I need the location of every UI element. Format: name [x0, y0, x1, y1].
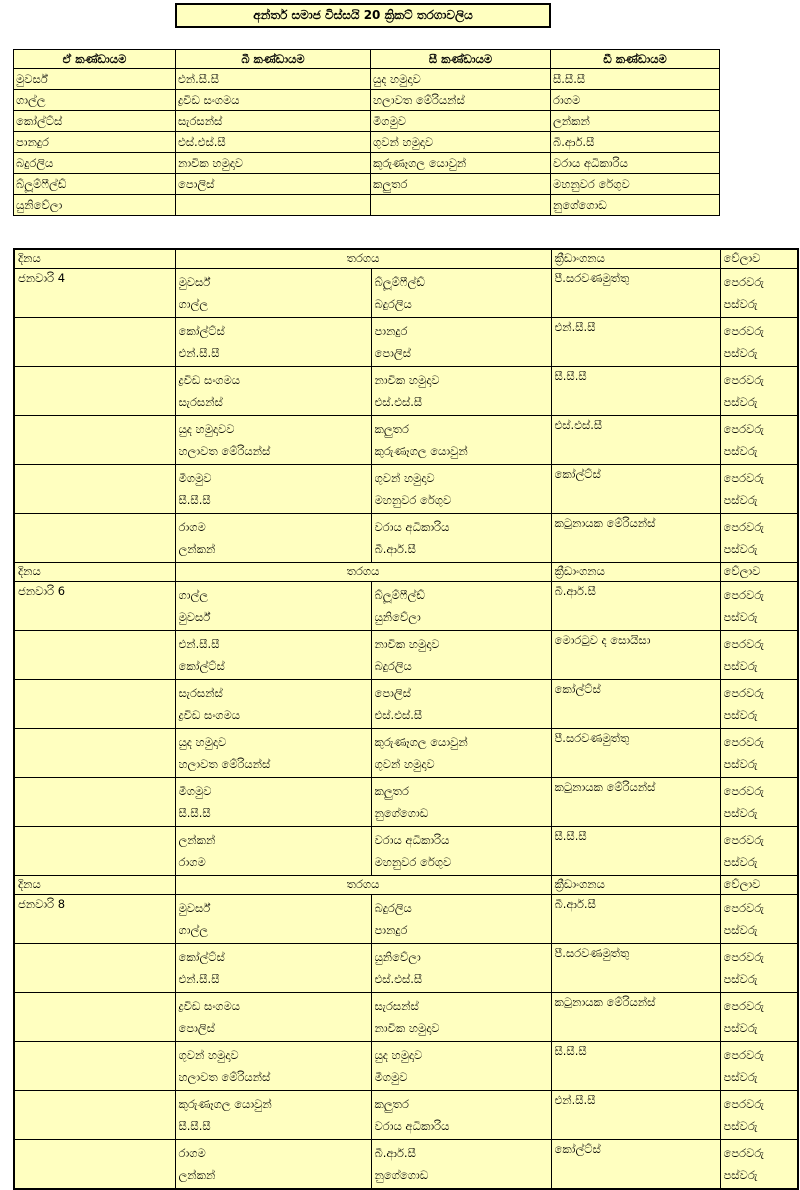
- time-morning: පෙරවරු: [723, 275, 764, 289]
- schedule-header-row: [14, 249, 798, 269]
- time-morning: පෙරවරු: [723, 422, 764, 436]
- team-name: වරාය අධිකාරිය: [374, 1119, 450, 1133]
- time-afternoon: පස්වරු: [723, 542, 758, 556]
- team-name: ලන්කන්: [178, 1168, 216, 1182]
- group-team-cell: පොලිස්: [176, 174, 371, 195]
- match-row: [14, 318, 798, 367]
- time-morning: පෙරවරු: [723, 833, 764, 847]
- team-name: යුද හමුදාව: [178, 735, 227, 749]
- ground-cell: එන්.සී.සී: [551, 1091, 720, 1140]
- groups-row: [14, 153, 720, 174]
- time-cell: [720, 631, 798, 680]
- time-morning: පෙරවරු: [723, 901, 764, 915]
- team-pair-b: [371, 416, 551, 465]
- time-cell: [720, 993, 798, 1042]
- team-name: ද්‍රවිඩ සංගමය: [178, 708, 240, 722]
- date-cell: [14, 465, 175, 514]
- time-cell: [720, 729, 798, 778]
- time-morning: පෙරවරු: [723, 784, 764, 798]
- ground-cell: සී.සී.සී: [551, 827, 720, 876]
- team-name: යුද හමුදාව: [374, 1048, 423, 1062]
- team-pair-b: [371, 895, 551, 944]
- time-afternoon: පස්වරු: [723, 1168, 758, 1182]
- match-row: [14, 465, 798, 514]
- time-cell: [720, 895, 798, 944]
- time-morning: පෙරවරු: [723, 735, 764, 749]
- match-row: [14, 367, 798, 416]
- ground-cell: එස්.එස්.සී: [551, 416, 720, 465]
- date-cell: [14, 1140, 175, 1190]
- ground-header: ක්‍රීඩාංගනය: [551, 563, 720, 582]
- team-name: එස්.එස්.සී: [374, 395, 423, 409]
- team-pair-b: [371, 514, 551, 563]
- group-team-cell: නුගේගොඩ: [551, 195, 720, 216]
- team-pair-b: [371, 1091, 551, 1140]
- time-cell: [720, 269, 798, 318]
- time-header: වේලාව: [720, 563, 798, 582]
- group-team-cell: කෝල්ට්ස්: [14, 111, 176, 132]
- ground-cell: බී.ආර්.සී: [551, 895, 720, 944]
- team-pair-a: [175, 1140, 371, 1190]
- team-name: සැරසන්ස්: [178, 686, 223, 700]
- team-name: මීගමුව: [178, 471, 212, 485]
- team-name: බදුරලිය: [374, 901, 412, 915]
- group-team-cell: ලන්කන්: [551, 111, 720, 132]
- team-name: ගුවන් හමුදාව: [374, 757, 435, 771]
- match-row: [14, 729, 798, 778]
- date-header: දිනය: [14, 563, 175, 582]
- team-name: රාගම: [178, 520, 206, 534]
- team-name: කෝල්ට්ස්: [178, 324, 225, 338]
- team-name: කලුතර: [374, 784, 409, 798]
- team-name: යුද හමුදාවව: [178, 422, 235, 436]
- team-name: එස්.එස්.සී: [374, 708, 423, 722]
- time-morning: පෙරවරු: [723, 471, 764, 485]
- group-team-cell: මීගමුව: [371, 111, 551, 132]
- team-pair-a: [175, 514, 371, 563]
- team-name: වරාය අධිකාරිය: [374, 833, 450, 847]
- group-team-cell: ගුවන් හමුදාව: [371, 132, 551, 153]
- match-row: [14, 1042, 798, 1091]
- groups-row: [14, 69, 720, 90]
- group-team-cell: බී.ආර්.සී: [551, 132, 720, 153]
- team-name: හලාවත මේරියන්ස්: [178, 444, 271, 458]
- team-name: කලුතර: [374, 422, 409, 436]
- team-name: එන්.සී.සී: [178, 346, 220, 360]
- team-name: බී.ආර්.සී: [374, 1146, 416, 1160]
- team-pair-b: [371, 367, 551, 416]
- time-header: වේලාව: [720, 876, 798, 895]
- team-pair-a: [175, 827, 371, 876]
- date-cell: [14, 367, 175, 416]
- time-morning: පෙරවරු: [723, 950, 764, 964]
- group-b-header: බී කණ්ඩායම: [176, 50, 371, 69]
- team-name: නාවික හමුදාව: [374, 1021, 440, 1035]
- group-team-cell: රාගම: [551, 90, 720, 111]
- ground-cell: කටුනායක මේරියන්ස්: [551, 993, 720, 1042]
- group-team-cell: [176, 195, 371, 216]
- time-afternoon: පස්වරු: [723, 346, 758, 360]
- team-name: පොලිස්: [374, 346, 411, 360]
- match-row: [14, 269, 798, 318]
- team-name: බී.ආර්.සී: [374, 542, 416, 556]
- date-cell: [14, 729, 175, 778]
- group-team-cell: එන්.සී.සී: [176, 69, 371, 90]
- match-row: [14, 1140, 798, 1190]
- ground-cell: මොරටුව ද සොයිසා: [551, 631, 720, 680]
- team-name: මහනුවර රේගුව: [374, 855, 452, 869]
- time-afternoon: පස්වරු: [723, 444, 758, 458]
- group-team-cell: හලාවත මේරියන්ස්: [371, 90, 551, 111]
- time-cell: [720, 416, 798, 465]
- ground-cell: සී.සී.සී: [551, 1042, 720, 1091]
- date-header: දිනය: [14, 876, 175, 895]
- group-team-cell: මහනුවර රේගුව: [551, 174, 720, 195]
- page-title: අන්තර් සමාජ විස්සයි 20 ක්‍රිකට් තරගාවලිය: [175, 3, 551, 28]
- team-pair-b: [371, 778, 551, 827]
- match-row: [14, 416, 798, 465]
- date-cell: ජනවාරි 6: [14, 582, 175, 631]
- time-afternoon: පස්වරු: [723, 1070, 758, 1084]
- team-pair-a: [175, 778, 371, 827]
- time-afternoon: පස්වරු: [723, 972, 758, 986]
- ground-header: ක්‍රීඩාංගනය: [551, 249, 720, 269]
- team-name: නාවික හමුදාව: [374, 637, 440, 651]
- ground-header: ක්‍රීඩාංගනය: [551, 876, 720, 895]
- date-header: දිනය: [14, 249, 175, 269]
- team-pair-b: [371, 993, 551, 1042]
- time-afternoon: පස්වරු: [723, 757, 758, 771]
- time-afternoon: පස්වරු: [723, 1119, 758, 1133]
- time-morning: පෙරවරු: [723, 1097, 764, 1111]
- team-pair-a: [175, 1042, 371, 1091]
- team-pair-a: [175, 944, 371, 993]
- team-pair-a: [175, 1091, 371, 1140]
- date-cell: [14, 778, 175, 827]
- time-morning: පෙරවරු: [723, 588, 764, 602]
- match-row: [14, 1091, 798, 1140]
- time-afternoon: පස්වරු: [723, 493, 758, 507]
- team-name: ගාල්ල: [178, 923, 209, 937]
- time-cell: [720, 944, 798, 993]
- team-name: ලන්කන්: [178, 542, 216, 556]
- match-row: [14, 514, 798, 563]
- team-pair-b: [371, 631, 551, 680]
- team-pair-a: [175, 367, 371, 416]
- time-afternoon: පස්වරු: [723, 1021, 758, 1035]
- team-name: කුරුණෑගල යොවුන්: [178, 1097, 272, 1111]
- match-header: තරගය: [175, 249, 551, 269]
- team-name: සී.සී.සී: [178, 806, 211, 820]
- team-name: එන්.සී.සී: [178, 637, 220, 651]
- team-name: මීගමුව: [178, 784, 212, 798]
- time-cell: [720, 318, 798, 367]
- team-name: හලාවත මේරියන්ස්: [178, 1070, 271, 1084]
- team-name: ගුවන් හමුදාව: [178, 1048, 239, 1062]
- team-pair-a: [175, 631, 371, 680]
- ground-cell: කෝල්ට්ස්: [551, 465, 720, 514]
- match-row: [14, 582, 798, 631]
- group-c-header: සී කණ්ඩායම: [371, 50, 551, 69]
- team-name: ලන්කන්: [178, 833, 216, 847]
- group-team-cell: ද්‍රවිඩ සංගමය: [176, 90, 371, 111]
- date-cell: [14, 631, 175, 680]
- time-cell: [720, 367, 798, 416]
- ground-cell: බී.ආර්.සී: [551, 582, 720, 631]
- group-team-cell: යුනිවේලා: [14, 195, 176, 216]
- schedule-table: [13, 248, 799, 1190]
- team-name: සී.සී.සී: [178, 1119, 211, 1133]
- group-team-cell: කුරුණෑගල යොවුන්: [371, 153, 551, 174]
- date-cell: [14, 1091, 175, 1140]
- group-team-cell: සී.සී.සී: [551, 69, 720, 90]
- team-pair-b: [371, 582, 551, 631]
- team-name: කුරුණෑගල යොවුන්: [374, 735, 468, 749]
- team-name: එන්.සී.සී: [178, 972, 220, 986]
- ground-cell: කෝල්ට්ස්: [551, 680, 720, 729]
- team-name: නුගේගොඩ: [374, 806, 429, 820]
- date-cell: [14, 827, 175, 876]
- team-pair-b: [371, 680, 551, 729]
- team-name: සැරසන්ස්: [178, 395, 223, 409]
- time-morning: පෙරවරු: [723, 324, 764, 338]
- time-afternoon: පස්වරු: [723, 806, 758, 820]
- team-name: මුවර්ස්: [178, 901, 211, 915]
- team-pair-a: [175, 993, 371, 1042]
- time-cell: [720, 778, 798, 827]
- ground-cell: කටුනායක මේරියන්ස්: [551, 778, 720, 827]
- team-name: මුවර්ස්: [178, 275, 211, 289]
- team-name: මුවර්ස්: [178, 610, 211, 624]
- groups-row: [14, 90, 720, 111]
- groups-table: [13, 49, 720, 216]
- group-team-cell: වරාය අධිකාරිය: [551, 153, 720, 174]
- time-afternoon: පස්වරු: [723, 923, 758, 937]
- ground-cell: කෝල්ට්ස්: [551, 1140, 720, 1190]
- groups-row: [14, 132, 720, 153]
- ground-cell: සී.සී.සී: [551, 367, 720, 416]
- match-row: [14, 827, 798, 876]
- time-morning: පෙරවරු: [723, 686, 764, 700]
- team-name: කෝල්ට්ස්: [178, 659, 225, 673]
- group-team-cell: නාවික හමුදාව: [176, 153, 371, 174]
- team-pair-b: [371, 1042, 551, 1091]
- team-name: කුරුණෑගල යොවුන්: [374, 444, 468, 458]
- group-team-cell: බදුරලිය: [14, 153, 176, 174]
- team-name: මහනුවර රේගුව: [374, 493, 452, 507]
- match-row: [14, 993, 798, 1042]
- group-team-cell: කලුතර: [371, 174, 551, 195]
- date-cell: ජනවාරි 4: [14, 269, 175, 318]
- team-pair-b: [371, 1140, 551, 1190]
- team-pair-a: [175, 269, 371, 318]
- date-cell: [14, 944, 175, 993]
- date-cell: [14, 993, 175, 1042]
- time-afternoon: පස්වරු: [723, 610, 758, 624]
- ground-cell: පී.සරවණමුත්තු: [551, 729, 720, 778]
- team-pair-a: [175, 582, 371, 631]
- group-team-cell: පානදුර: [14, 132, 176, 153]
- ground-cell: කටුනායක මේරියන්ස්: [551, 514, 720, 563]
- team-name: බදුරලිය: [374, 297, 412, 311]
- team-name: ද්‍රවිඩ සංගමය: [178, 999, 240, 1013]
- team-name: කලුතර: [374, 1097, 409, 1111]
- time-cell: [720, 1091, 798, 1140]
- team-name: පානදුර: [374, 923, 408, 937]
- team-name: සැරසන්ස්: [374, 999, 419, 1013]
- group-team-cell: මුවර්ස්: [14, 69, 176, 90]
- group-a-header: ඒ කණ්ඩායම: [14, 50, 176, 69]
- team-name: බ්ලූම්ෆීල්ඩ්: [374, 275, 425, 289]
- team-pair-b: [371, 827, 551, 876]
- date-cell: [14, 680, 175, 729]
- team-pair-b: [371, 729, 551, 778]
- date-cell: ජනවාරි 8: [14, 895, 175, 944]
- team-pair-a: [175, 895, 371, 944]
- date-cell: [14, 1042, 175, 1091]
- match-header: තරගය: [175, 563, 551, 582]
- group-team-cell: ගාල්ල: [14, 90, 176, 111]
- time-cell: [720, 680, 798, 729]
- match-row: [14, 631, 798, 680]
- schedule-header-row: [14, 876, 798, 895]
- time-morning: පෙරවරු: [723, 1048, 764, 1062]
- group-d-header: ඩී කණ්ඩායම: [551, 50, 720, 69]
- team-pair-b: [371, 465, 551, 514]
- time-cell: [720, 514, 798, 563]
- team-name: යුනිවේලා: [374, 610, 421, 624]
- team-pair-b: [371, 318, 551, 367]
- time-afternoon: පස්වරු: [723, 855, 758, 869]
- match-row: [14, 895, 798, 944]
- time-afternoon: පස්වරු: [723, 297, 758, 311]
- date-cell: [14, 318, 175, 367]
- team-pair-b: [371, 269, 551, 318]
- team-name: කෝල්ට්ස්: [178, 950, 225, 964]
- date-cell: [14, 416, 175, 465]
- groups-row: [14, 174, 720, 195]
- team-name: සී.සී.සී: [178, 493, 211, 507]
- team-name: බ්ලූම්ෆීල්ඩ්: [374, 588, 425, 602]
- team-name: ගාල්ල: [178, 297, 209, 311]
- team-name: වරාය අධිකාරිය: [374, 520, 450, 534]
- team-pair-a: [175, 416, 371, 465]
- time-cell: [720, 1042, 798, 1091]
- group-team-cell: එස්.එස්.සී: [176, 132, 371, 153]
- team-name: පානදුර: [374, 324, 408, 338]
- team-name: හලාවත මේරියන්ස්: [178, 757, 271, 771]
- team-name: රාගම: [178, 855, 206, 869]
- team-name: මීගමුව: [374, 1070, 408, 1084]
- team-pair-a: [175, 680, 371, 729]
- group-team-cell: බ්ලූම්ෆීල්ඩ්: [14, 174, 176, 195]
- time-cell: [720, 465, 798, 514]
- group-team-cell: සැරසන්ස්: [176, 111, 371, 132]
- team-name: නුගේගොඩ: [374, 1168, 429, 1182]
- match-header: තරගය: [175, 876, 551, 895]
- team-pair-a: [175, 318, 371, 367]
- group-team-cell: යුද හමුදාව: [371, 69, 551, 90]
- team-name: ද්‍රවිඩ සංගමය: [178, 373, 240, 387]
- match-row: [14, 680, 798, 729]
- time-header: වේලාව: [720, 249, 798, 269]
- time-morning: පෙරවරු: [723, 1146, 764, 1160]
- time-cell: [720, 582, 798, 631]
- time-afternoon: පස්වරු: [723, 395, 758, 409]
- team-name: ගුවන් හමුදාව: [374, 471, 435, 485]
- time-morning: පෙරවරු: [723, 999, 764, 1013]
- ground-cell: පී.සරවණමුත්තු: [551, 269, 720, 318]
- time-morning: පෙරවරු: [723, 637, 764, 651]
- date-cell: [14, 514, 175, 563]
- team-pair-b: [371, 944, 551, 993]
- schedule-header-row: [14, 563, 798, 582]
- time-cell: [720, 1140, 798, 1190]
- ground-cell: එන්.සී.සී: [551, 318, 720, 367]
- match-row: [14, 944, 798, 993]
- time-afternoon: පස්වරු: [723, 659, 758, 673]
- team-name: රාගම: [178, 1146, 206, 1160]
- groups-header-row: [14, 50, 720, 69]
- groups-row: [14, 195, 720, 216]
- team-name: නාවික හමුදාව: [374, 373, 440, 387]
- team-pair-a: [175, 729, 371, 778]
- team-pair-a: [175, 465, 371, 514]
- group-team-cell: [371, 195, 551, 216]
- team-name: ගාල්ල: [178, 588, 209, 602]
- team-name: පොලිස්: [178, 1021, 215, 1035]
- time-afternoon: පස්වරු: [723, 708, 758, 722]
- team-name: යුනිවේලා: [374, 950, 421, 964]
- time-morning: පෙරවරු: [723, 520, 764, 534]
- time-cell: [720, 827, 798, 876]
- match-row: [14, 778, 798, 827]
- team-name: පොලිස්: [374, 686, 411, 700]
- team-name: බදුරලිය: [374, 659, 412, 673]
- time-morning: පෙරවරු: [723, 373, 764, 387]
- groups-row: [14, 111, 720, 132]
- ground-cell: පී.සරවණමුත්තු: [551, 944, 720, 993]
- team-name: එස්.එස්.සී: [374, 972, 423, 986]
